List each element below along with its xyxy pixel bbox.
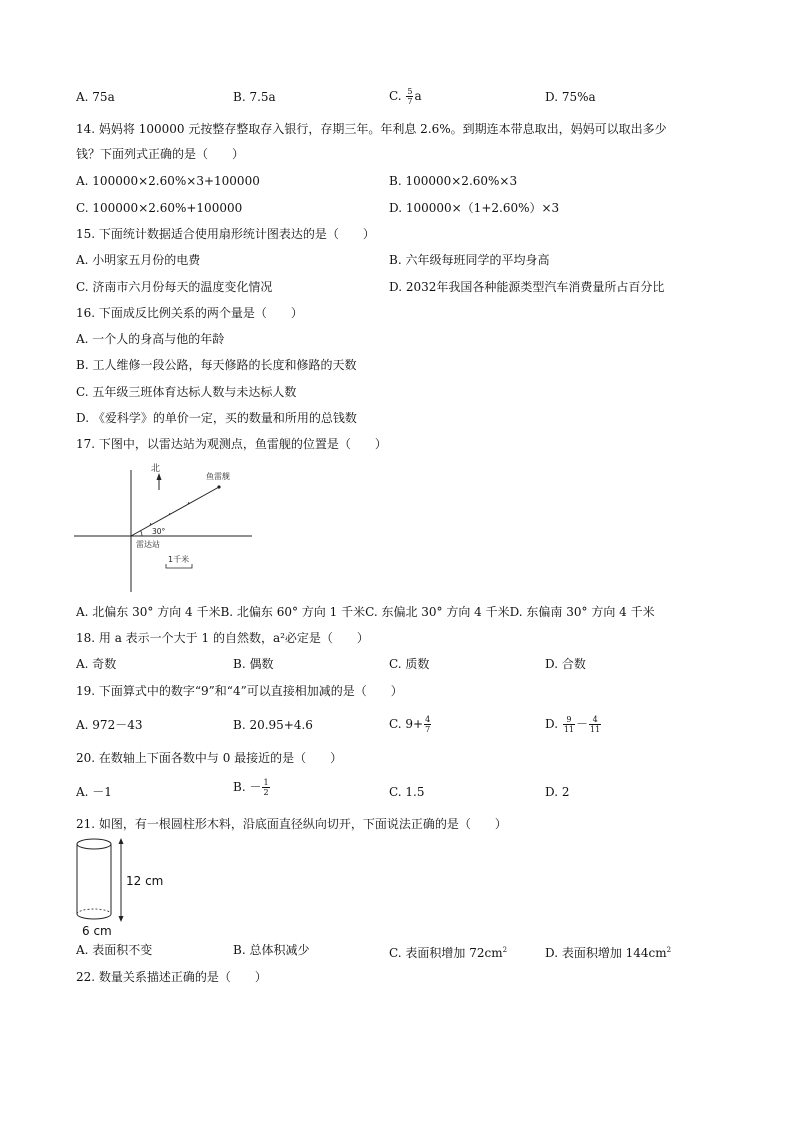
- q13-option-d: D. 75%a: [545, 90, 596, 104]
- fraction: $\frac{9}{11}$: [563, 715, 575, 734]
- q15-option-d: D. 2032年我国各种能源类型汽车消费量所占百分比: [389, 280, 665, 294]
- q20-stem: 20. 在数轴上下面各数中与 0 最接近的是（ ）: [76, 751, 343, 765]
- q14-stem-line1: 14. 妈妈将 100000 元按整存整取存入银行，存期三年。年利息 2.6%。到期连本带息取出，妈妈可以取出多少: [76, 122, 667, 136]
- q13-option-b: B. 7.5a: [233, 90, 276, 104]
- fraction: $\frac{4}{7}$: [425, 715, 431, 734]
- q20-option-c: C. 1.5: [389, 785, 425, 799]
- q13-option-c: C. $\frac{5}{7}$ a: [389, 87, 422, 106]
- q14-option-d: D. 100000×（1+2.60%）×3: [389, 201, 560, 215]
- fraction: $\frac{1}{2}$: [263, 778, 269, 797]
- q20-option-a: A. －1: [76, 785, 112, 799]
- station-label: 雷达站: [136, 540, 160, 549]
- q14-option-c: C. 100000×2.60%+100000: [76, 201, 243, 215]
- q21-option-c: C. 表面积增加 $72cm^2$: [389, 946, 508, 960]
- q21-option-b: B. 总体积减少: [233, 943, 310, 957]
- q15-option-b: B. 六年级每班同学的平均身高: [389, 253, 550, 267]
- q16-stem: 16. 下面成反比例关系的两个量是（ ）: [76, 306, 303, 320]
- q21-option-a: A. 表面积不变: [76, 943, 153, 957]
- angle-label: 30°: [152, 527, 166, 536]
- q15-option-c: C. 济南市六月份每天的温度变化情况: [76, 280, 273, 294]
- fraction: $\frac{4}{11}$: [590, 715, 601, 734]
- q18-option-d: D. 合数: [545, 657, 586, 671]
- q18-option-b: B. 偶数: [233, 657, 274, 671]
- q13-option-a: A. 75a: [76, 90, 115, 104]
- q22-stem: 22. 数量关系描述正确的是（ ）: [76, 970, 267, 984]
- ship-label: 鱼雷舰: [206, 472, 230, 481]
- q16-option-b: B. 工人维修一段公路，每天修路的长度和修路的天数: [76, 358, 357, 372]
- q16-option-c: C. 五年级三班体育达标人数与未达标人数: [76, 385, 297, 399]
- q16-option-d: D. 《爱科学》的单价一定，买的数量和所用的总钱数: [76, 411, 357, 425]
- q15-option-a: A. 小明家五月份的电费: [76, 253, 201, 267]
- diameter-label: 6 cm: [82, 924, 112, 938]
- height-label: 12 cm: [126, 874, 164, 888]
- radar-figure: [74, 460, 254, 595]
- q19-option-b: B. 20.95+4.6: [233, 718, 313, 732]
- q19-option-d: D. $\frac{9}{11}$ － $\frac{4}{11}$: [545, 715, 601, 734]
- q17-stem: 17. 下图中，以雷达站为观测点，鱼雷舰的位置是（ ）: [76, 437, 387, 451]
- q19-option-c: C. 9+ $\frac{4}{7}$: [389, 715, 431, 734]
- north-label: 北: [151, 464, 161, 474]
- q18-option-c: C. 质数: [389, 657, 430, 671]
- q16-option-a: A. 一个人的身高与他的年龄: [76, 332, 225, 346]
- q14-option-a: A. 100000×2.60%×3+100000: [76, 174, 260, 188]
- q19-option-a: A. 972－43: [76, 718, 143, 732]
- q21-stem: 21. 如图，有一根圆柱形木料，沿底面直径纵向切开，下面说法正确的是（ ）: [76, 817, 507, 831]
- q15-stem: 15. 下面统计数据适合使用扇形统计图表达的是（ ）: [76, 227, 375, 241]
- q20-option-d: D. 2: [545, 785, 570, 799]
- q18-stem: 18. 用 a 表示一个大于 1 的自然数，a²必定是（ ）: [76, 631, 369, 645]
- cylinder-figure: [74, 834, 174, 940]
- q18-option-a: A. 奇数: [76, 657, 117, 671]
- q14-option-b: B. 100000×2.60%×3: [389, 174, 518, 188]
- fraction: $\frac{5}{7}$: [407, 87, 413, 106]
- q17-options: A. 北偏东 30° 方向 4 千米B. 北偏东 60° 方向 1 千米C. 东偏北 30° 方向 4 千米D. 东偏南 30° 方向 4 千米: [76, 605, 655, 619]
- q19-stem: 19. 下面算式中的数字“9”和“4”可以直接相加减的是（ ）: [76, 684, 403, 698]
- scale-label: 1千米: [168, 555, 190, 564]
- q20-option-b: B. － $\frac{1}{2}$: [233, 778, 269, 797]
- q14-stem-line2: 钱？下面列式正确的是（ ）: [76, 147, 245, 161]
- q21-option-d: D. 表面积增加 $144cm^2$: [545, 946, 672, 960]
